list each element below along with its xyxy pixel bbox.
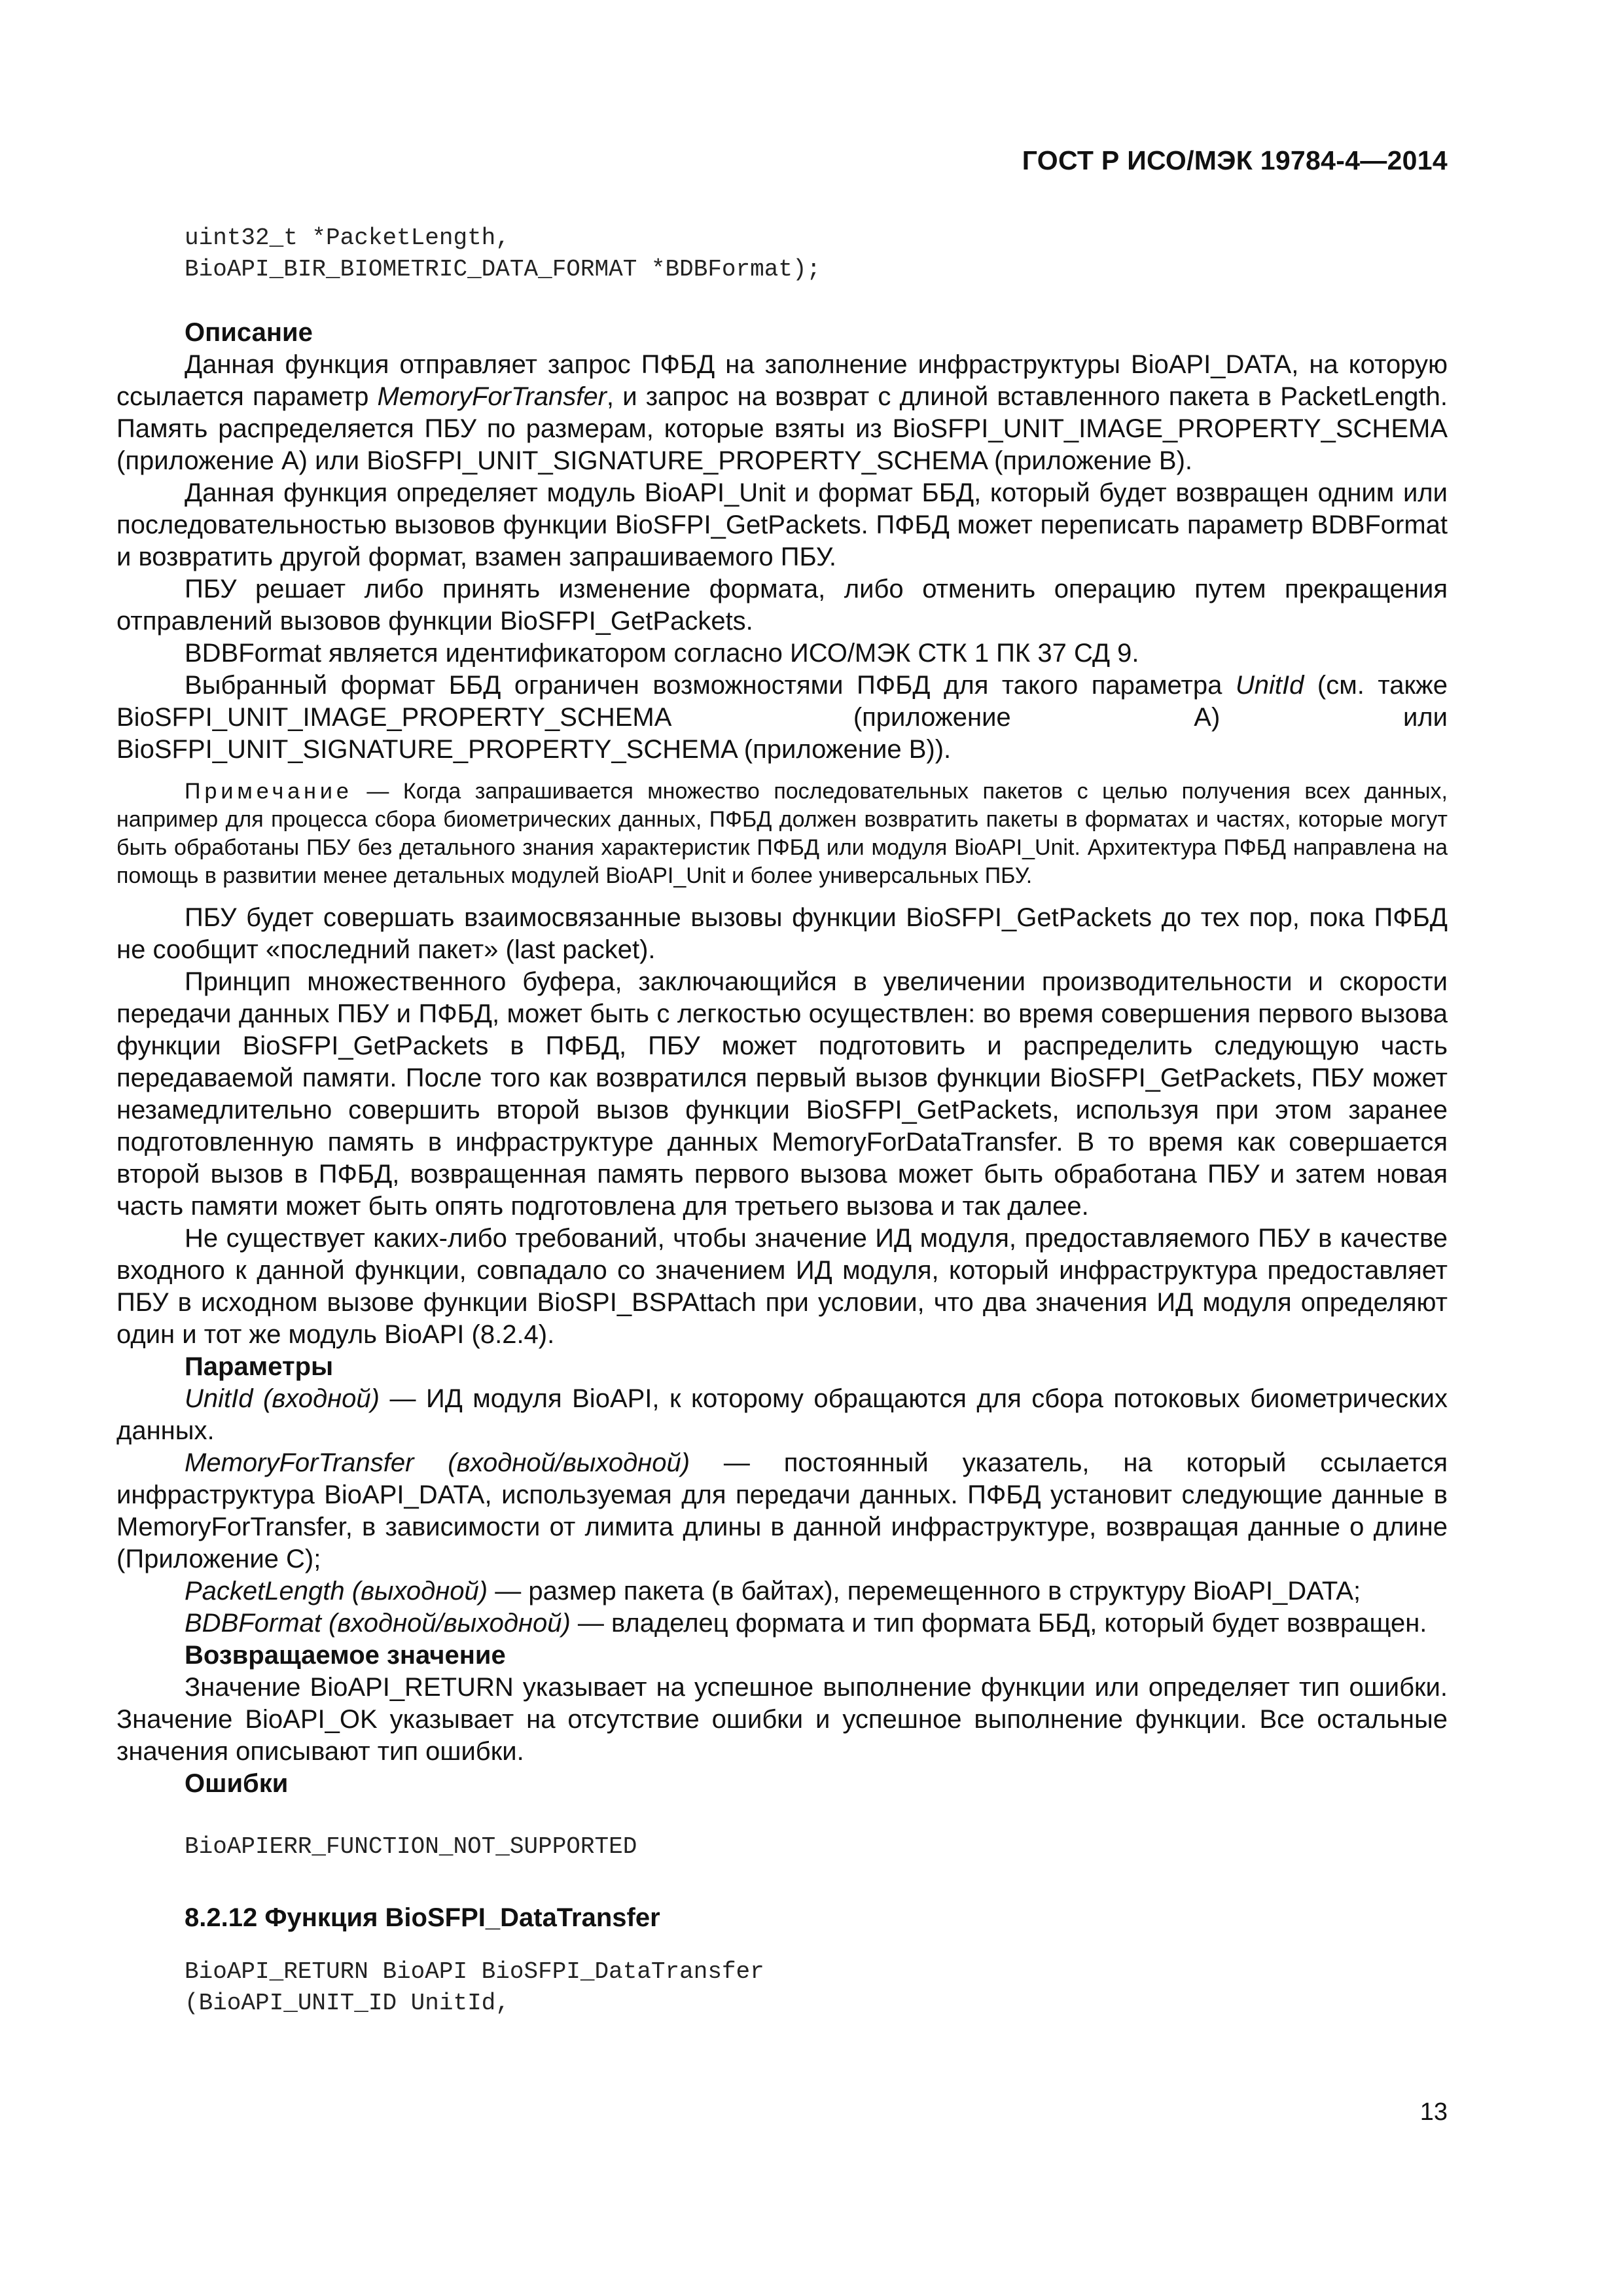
- error-code: BioAPIERR_FUNCTION_NOT_SUPPORTED: [185, 1833, 637, 1860]
- document-header: ГОСТ Р ИСО/МЭК 19784-4—2014: [1022, 145, 1448, 175]
- note: Примечание — Когда запрашивается множество последовательных пакетов с целью получения всех данных, например для процесса сбора биометрических данных, ПФБД должен возвратить пакеты в форматах и частях, которые могут быть обработаны ПБУ без детального знания характеристик ПФБД или модуля BioAPI_Unit. Архитектура ПФБД направлена на помощь в развитии менее детальных модулей BioAPI_Unit и более универсальных ПБУ.: [116, 779, 1448, 888]
- page-number: 13: [1419, 2098, 1448, 2126]
- code-line: BioAPI_BIR_BIOMETRIC_DATA_FORMAT *BDBFormat);: [185, 256, 821, 283]
- paragraph: ПБУ решает либо принять изменение формата, либо отменить операцию путем прекращения отправлений вызовов функции BioSFPI_GetPackets.: [116, 575, 1448, 636]
- code-line: BioAPI_RETURN BioAPI BioSFPI_DataTransfer: [185, 1958, 764, 1985]
- paragraph: Данная функция определяет модуль BioAPI_Unit и формат ББД, который будет возвращен одним или последовательностью вызовов функции BioSFPI_GetPackets. ПФБД может переписать параметр BDBFormat и возвратить другой формат, взамен запрашиваемого ПБУ.: [116, 478, 1448, 571]
- paragraph: Выбранный формат ББД ограничен возможностями ПФБД для такого параметра UnitId (см. также BioSFPI_UNIT_IMAGE_PROPERTY_SCHEMA (приложение А) или BioSFPI_UNIT_SIGNATURE_PROPERTY_SCHEMA (приложение В)).: [116, 671, 1448, 764]
- section-title: 8.2.12 Функция BioSFPI_DataTransfer: [185, 1903, 660, 1932]
- parameter-item: PacketLength (выходной) — размер пакета (в байтах), перемещенного в структуру BioAPI_DATA;: [185, 1577, 1361, 1605]
- parameter-item: BDBFormat (входной/выходной) — владелец формата и тип формата ББД, который будет возвращен.: [185, 1609, 1427, 1638]
- paragraph: Значение BioAPI_RETURN указывает на успешное выполнение функции или определяет тип ошибки. Значение BioAPI_OK указывает на отсутствие ошибки и успешное выполнение функции. Все остальные значения описывают тип ошибки.: [116, 1673, 1448, 1766]
- errors-heading: Ошибки: [185, 1769, 289, 1798]
- paragraph: Принцип множественного буфера, заключающийся в увеличении производительности и скорости передачи данных ПБУ и ПФБД, может быть с легкостью осуществлен: во время совершения первого вызова функции BioSFPI_GetPackets в ПФБД, ПБУ может подготовить и распределить следующую часть передаваемой памяти. После того как возвратился первый вызов функции BioSFPI_GetPackets, ПБУ может незамедлительно совершить второй вызов функции BioSFPI_GetPackets, используя при этом заранее подготовленную память в инфраструктуре данных MemoryForDataTransfer. В то время как совершается второй вызов в ПФБД, возвращенная память первого вызова может быть обработана ПБУ и затем новая часть памяти может быть опять подготовлена для третьего вызова и так далее.: [116, 967, 1448, 1221]
- paragraph: ПБУ будет совершать взаимосвязанные вызовы функции BioSFPI_GetPackets до тех пор, пока ПФБД не сообщит «последний пакет» (last packet).: [116, 903, 1448, 964]
- paragraph: Данная функция отправляет запрос ПФБД на заполнение инфраструктуры BioAPI_DATA, на которую ссылается параметр MemoryForTransfer, и запрос на возврат с длиной вставленного пакета в PacketLength. Память распределяется ПБУ по размерам, которые взяты из BioSFPI_UNIT_IMAGE_PROPERTY_SCHEMA (приложение А) или BioSFPI_UNIT_SIGNATURE_PROPERTY_SCHEMA (приложение В).: [116, 350, 1448, 475]
- paragraph: BDBFormat является идентификатором согласно ИСО/МЭК СТК 1 ПК 37 СД 9.: [185, 639, 1139, 668]
- return-value-heading: Возвращаемое значение: [185, 1641, 506, 1670]
- code-line: (BioAPI_UNIT_ID UnitId,: [185, 1990, 510, 2017]
- note-label: Примечание: [185, 779, 353, 804]
- parameters-heading: Параметры: [185, 1352, 334, 1381]
- page-content: [116, 223, 1448, 2019]
- parameter-item: MemoryForTransfer (входной/выходной) — постоянный указатель, на который ссылается инфраструктура BioAPI_DATA, используемая для передачи данных. ПФБД установит следующие данные в MemoryForTransfer, в зависимости от лимита длины в данной инфраструктуре, возвращая данные о длине (Приложение С);: [116, 1448, 1448, 1573]
- description-heading: Описание: [185, 318, 313, 347]
- code-line: uint32_t *PacketLength,: [185, 224, 510, 251]
- paragraph: Не существует каких-либо требований, чтобы значение ИД модуля, предоставляемого ПБУ в качестве входного к данной функции, совпадало со значением ИД модуля, который инфраструктура предоставляет ПБУ в исходном вызове функции BioSPI_BSPAttach при условии, что два значения ИД модуля определяют один и тот же модуль BioAPI (8.2.4).: [116, 1224, 1448, 1349]
- parameter-item: UnitId (входной) — ИД модуля BioAPI, к которому обращаются для сбора потоковых биометрических данных.: [116, 1384, 1448, 1445]
